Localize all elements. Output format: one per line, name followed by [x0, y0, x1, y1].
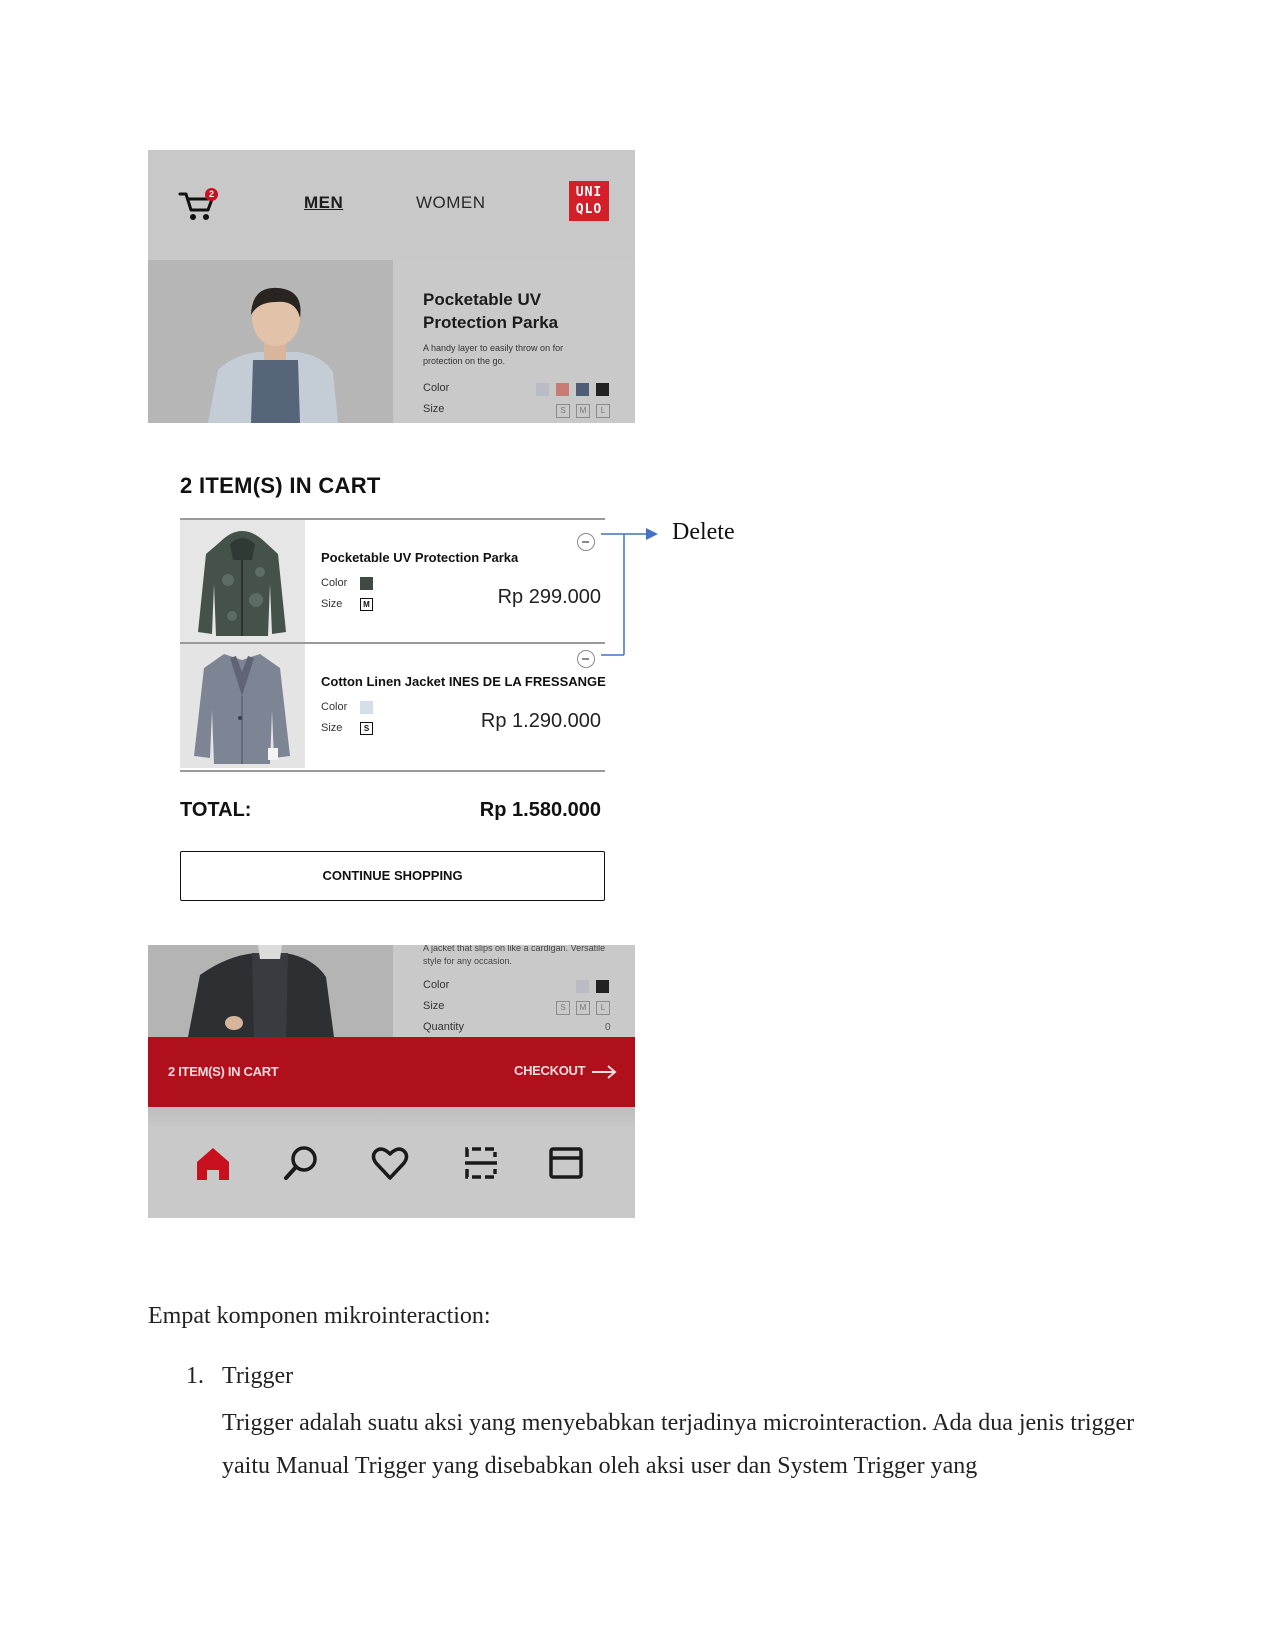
model-photo	[148, 945, 393, 1037]
product-description: A jacket that slips on like a cardigan. Versatile style for any occasion.	[423, 945, 606, 966]
nav-women-tab[interactable]: WOMEN	[416, 193, 486, 212]
product-title: Pocketable UV Protection Parka	[423, 290, 559, 332]
logo-line-1: UNI	[575, 185, 603, 200]
color-label: Color	[423, 979, 450, 991]
scan-icon[interactable]	[461, 1143, 501, 1183]
bottom-tab-bar	[148, 1107, 635, 1218]
continue-shopping-button[interactable]: CONTINUE SHOPPING	[180, 851, 605, 901]
checkout-screen-mockup	[148, 945, 635, 1218]
size-option-l[interactable]: L	[596, 1001, 610, 1015]
cart-checkout-bar	[148, 1037, 635, 1107]
top-nav	[148, 150, 635, 260]
size-option-s[interactable]: S	[556, 1001, 570, 1015]
search-icon[interactable]	[281, 1143, 321, 1183]
jacket-photo	[180, 644, 305, 768]
item-color-swatch	[360, 701, 373, 714]
delete-annotation-label: Delete	[672, 519, 735, 545]
list-item-title: Trigger	[222, 1363, 294, 1389]
item-size-badge: S	[360, 722, 373, 735]
color-swatch[interactable]	[536, 383, 549, 396]
cart-count-badge: 2	[205, 188, 218, 201]
color-swatch[interactable]	[596, 980, 609, 993]
item-price: Rp 1.290.000	[480, 710, 601, 732]
cart-item-row	[180, 518, 605, 644]
cart-divider	[180, 770, 605, 772]
heart-icon[interactable]	[370, 1143, 410, 1183]
arrow-right-icon	[592, 1065, 618, 1079]
parka-photo	[180, 520, 305, 644]
product-screen-mockup	[148, 150, 635, 423]
color-label: Color	[423, 382, 450, 394]
delete-annotation-arrows	[600, 520, 670, 660]
color-swatch[interactable]	[556, 383, 569, 396]
delete-item-button[interactable]	[577, 533, 595, 551]
item-name[interactable]: Pocketable UV Protection Parka	[321, 550, 519, 565]
product-description: A handy layer to easily throw on for protection on the go.	[423, 343, 564, 366]
logo-line-2: QLO	[575, 202, 603, 217]
cart-heading: 2 ITEM(S) IN CART	[180, 473, 381, 498]
item-color-label: Color	[321, 701, 348, 713]
item-color-swatch	[360, 577, 373, 590]
quantity-label: Quantity	[423, 1021, 464, 1033]
color-swatch[interactable]	[576, 980, 589, 993]
item-size-badge: M	[360, 598, 373, 611]
total-value: Rp 1.580.000	[479, 799, 601, 821]
product-hero-image	[148, 260, 393, 423]
size-label: Size	[423, 403, 445, 415]
total-label: TOTAL:	[180, 799, 252, 821]
product-hero-image	[148, 945, 393, 1037]
uniqlo-logo[interactable]	[569, 181, 609, 221]
item-price: Rp 299.000	[497, 586, 601, 608]
intro-paragraph: Empat komponen mikrointeraction:	[148, 1303, 491, 1329]
quantity-value[interactable]: 0	[605, 1022, 611, 1033]
color-swatch[interactable]	[596, 383, 609, 396]
item-image-parka	[180, 520, 305, 644]
nav-men-tab[interactable]: MEN	[304, 193, 344, 212]
home-icon[interactable]	[193, 1143, 233, 1183]
size-option-m[interactable]: M	[576, 404, 590, 418]
card-icon[interactable]	[546, 1143, 586, 1183]
list-item-text: Trigger adalah suatu aksi yang menyebabkan terjadinya microinteraction. Ada dua jenis trigger yaitu Manual Trigger yang disebabkan oleh aksi user dan System Trigger yang	[222, 1410, 1135, 1479]
model-photo	[148, 260, 393, 423]
delete-item-button[interactable]	[577, 650, 595, 668]
checkout-button[interactable]	[514, 1063, 618, 1079]
cart-count-label[interactable]: 2 ITEM(S) IN CART	[168, 1064, 279, 1079]
cart-item-row	[180, 642, 605, 768]
size-option-l[interactable]: L	[596, 404, 610, 418]
item-image-jacket	[180, 644, 305, 768]
size-label: Size	[423, 1000, 445, 1012]
item-name[interactable]: Cotton Linen Jacket INES DE LA FRESSANGE	[321, 674, 606, 689]
product-info-panel	[393, 260, 635, 423]
color-swatch[interactable]	[576, 383, 589, 396]
item-size-label: Size	[321, 722, 343, 734]
item-color-label: Color	[321, 577, 348, 589]
checkout-label: CHECKOUT	[514, 1063, 586, 1078]
size-option-s[interactable]: S	[556, 404, 570, 418]
list-number: 1.	[186, 1363, 204, 1389]
size-option-m[interactable]: M	[576, 1001, 590, 1015]
item-size-label: Size	[321, 598, 343, 610]
product-info-panel	[393, 945, 635, 1037]
